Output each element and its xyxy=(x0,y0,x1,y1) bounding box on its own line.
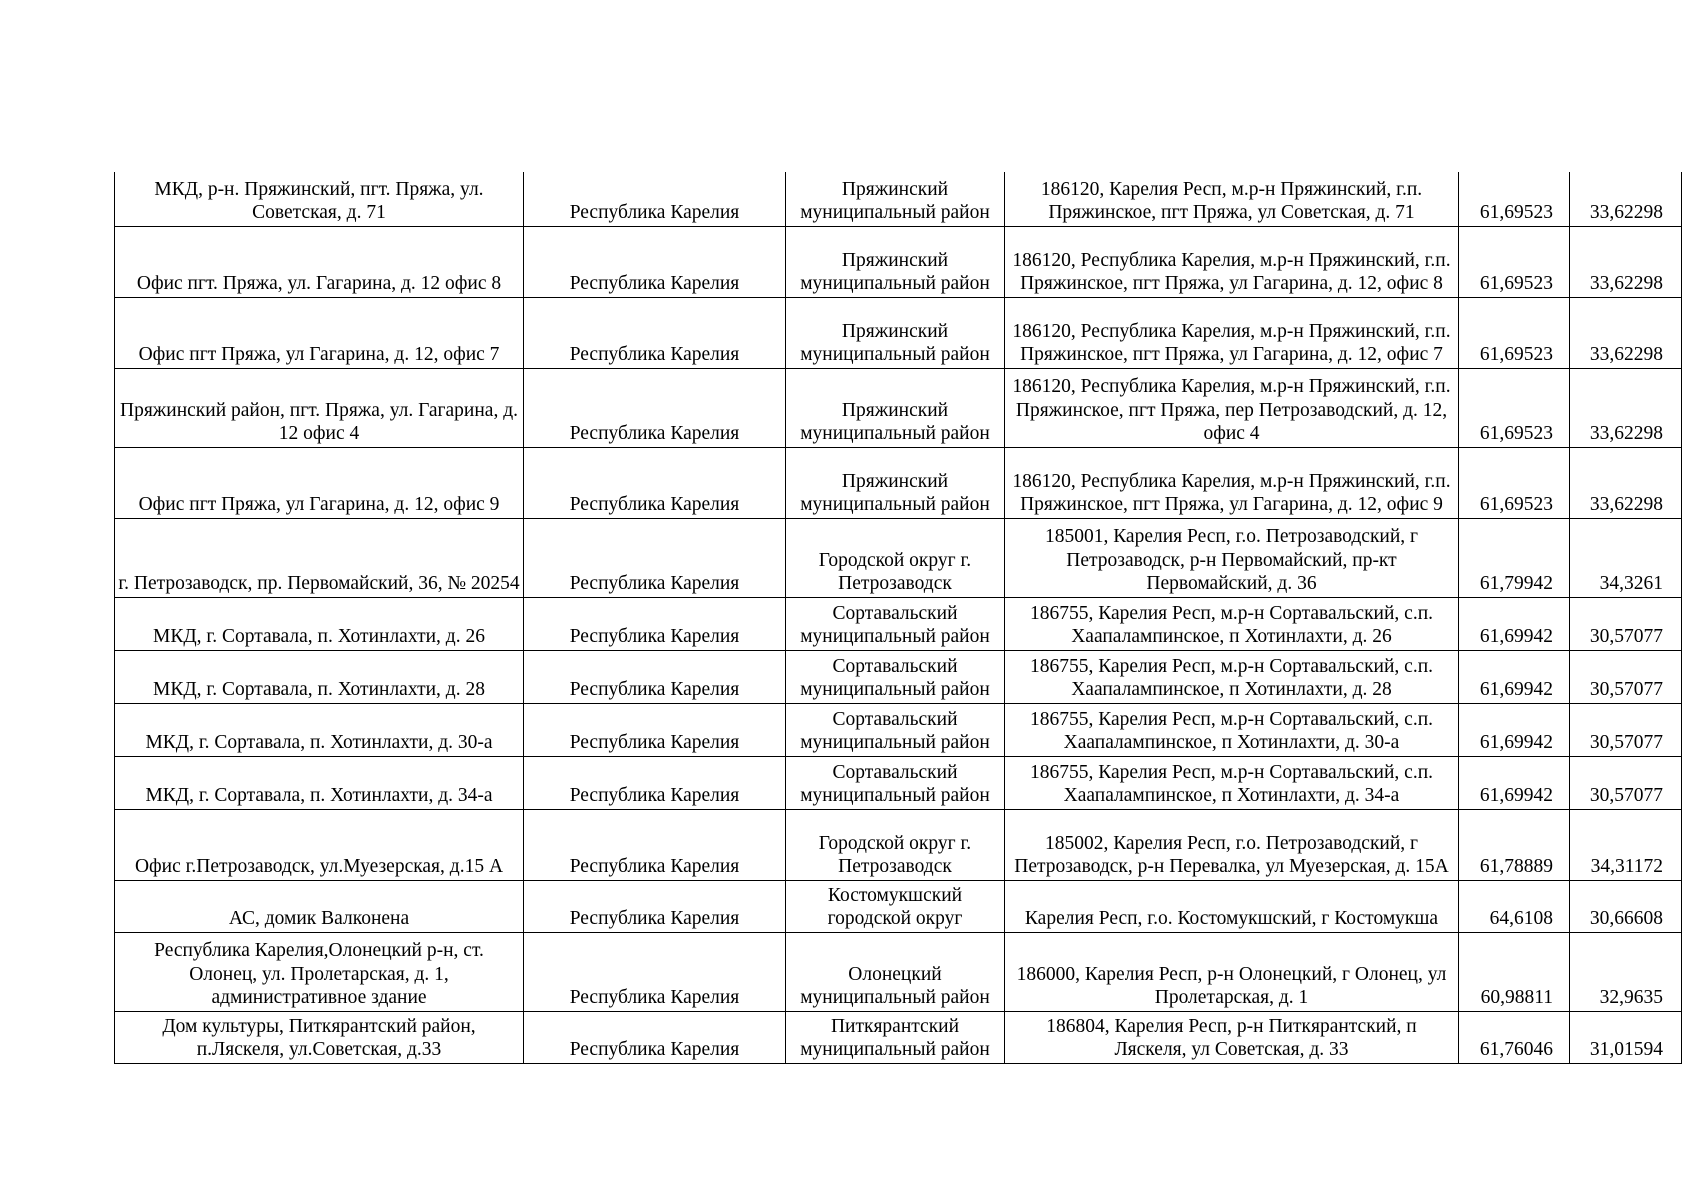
municipality-cell: Пряжинский муниципальный район xyxy=(786,297,1005,368)
longitude-cell: 30,57077 xyxy=(1570,756,1682,809)
municipality-cell: Городской округ г. Петрозаводск xyxy=(786,809,1005,880)
address-cell: 186120, Карелия Респ, м.р-н Пряжинский, г.п. Пряжинское, пгт Пряжа, ул Советская, д. 71 xyxy=(1005,172,1459,226)
municipality-cell: Пряжинский муниципальный район xyxy=(786,172,1005,226)
address-cell: 185001, Карелия Респ, г.о. Петрозаводский, г Петрозаводск, р-н Первомайский, пр-кт Первомайский, д. 36 xyxy=(1005,518,1459,597)
region-cell: Республика Карелия xyxy=(524,518,786,597)
latitude-cell: 61,69942 xyxy=(1459,650,1570,703)
table-row xyxy=(115,1011,1682,1063)
latitude-cell: 61,69942 xyxy=(1459,703,1570,756)
longitude-cell: 34,3261 xyxy=(1570,518,1682,597)
address-cell: 186120, Республика Карелия, м.р-н Пряжинский, г.п. Пряжинское, пгт Пряжа, ул Гагарина, д. 12, офис 8 xyxy=(1005,226,1459,297)
latitude-cell: 61,76046 xyxy=(1459,1011,1570,1063)
region-cell: Республика Карелия xyxy=(524,809,786,880)
table-row xyxy=(115,650,1682,703)
longitude-cell: 33,62298 xyxy=(1570,447,1682,518)
table-row xyxy=(115,809,1682,880)
table-row xyxy=(115,932,1682,1011)
table-row xyxy=(115,297,1682,368)
table-row xyxy=(115,880,1682,932)
address-cell: 186755, Карелия Респ, м.р-н Сортавальский, с.п. Хаапалампинское, п Хотинлахти, д. 26 xyxy=(1005,597,1459,650)
table-row xyxy=(115,447,1682,518)
address-cell: 186755, Карелия Респ, м.р-н Сортавальский, с.п. Хаапалампинское, п Хотинлахти, д. 30-а xyxy=(1005,703,1459,756)
object-name-cell: г. Петрозаводск, пр. Первомайский, 36, № 20254 xyxy=(115,518,524,597)
municipality-cell: Пряжинский муниципальный район xyxy=(786,447,1005,518)
object-name-cell: Республика Карелия,Олонецкий р-н, ст. Олонец, ул. Пролетарская, д. 1, административное здание xyxy=(115,932,524,1011)
address-cell: 186804, Карелия Респ, р-н Питкярантский, п Ляскеля, ул Советская, д. 33 xyxy=(1005,1011,1459,1063)
longitude-cell: 30,57077 xyxy=(1570,703,1682,756)
longitude-cell: 30,66608 xyxy=(1570,880,1682,932)
object-name-cell: Офис пгт. Пряжа, ул. Гагарина, д. 12 офис 8 xyxy=(115,226,524,297)
longitude-cell: 33,62298 xyxy=(1570,368,1682,447)
municipality-cell: Сортавальский муниципальный район xyxy=(786,650,1005,703)
address-cell: 186755, Карелия Респ, м.р-н Сортавальский, с.п. Хаапалампинское, п Хотинлахти, д. 28 xyxy=(1005,650,1459,703)
table-row xyxy=(115,703,1682,756)
latitude-cell: 61,78889 xyxy=(1459,809,1570,880)
municipality-cell: Пряжинский муниципальный район xyxy=(786,226,1005,297)
longitude-cell: 33,62298 xyxy=(1570,172,1682,226)
address-cell: 186120, Республика Карелия, м.р-н Пряжинский, г.п. Пряжинское, пгт Пряжа, ул Гагарина, д. 12, офис 7 xyxy=(1005,297,1459,368)
object-name-cell: Офис пгт Пряжа, ул Гагарина, д. 12, офис 7 xyxy=(115,297,524,368)
table-row xyxy=(115,368,1682,447)
object-name-cell: МКД, р-н. Пряжинский, пгт. Пряжа, ул. Советская, д. 71 xyxy=(115,172,524,226)
municipality-cell: Сортавальский муниципальный район xyxy=(786,597,1005,650)
address-cell: 186000, Карелия Респ, р-н Олонецкий, г Олонец, ул Пролетарская, д. 1 xyxy=(1005,932,1459,1011)
object-name-cell: Дом культуры, Питкярантский район, п.Ляскеля, ул.Советская, д.33 xyxy=(115,1011,524,1063)
address-cell: 186120, Республика Карелия, м.р-н Пряжинский, г.п. Пряжинское, пгт Пряжа, ул Гагарина, д. 12, офис 9 xyxy=(1005,447,1459,518)
latitude-cell: 61,69523 xyxy=(1459,226,1570,297)
region-cell: Республика Карелия xyxy=(524,172,786,226)
object-name-cell: МКД, г. Сортавала, п. Хотинлахти, д. 30-а xyxy=(115,703,524,756)
region-cell: Республика Карелия xyxy=(524,368,786,447)
object-name-cell: МКД, г. Сортавала, п. Хотинлахти, д. 28 xyxy=(115,650,524,703)
address-cell: Карелия Респ, г.о. Костомукшский, г Костомукша xyxy=(1005,880,1459,932)
table-body xyxy=(115,172,1682,1063)
region-cell: Республика Карелия xyxy=(524,756,786,809)
latitude-cell: 61,69523 xyxy=(1459,447,1570,518)
latitude-cell: 61,69523 xyxy=(1459,368,1570,447)
object-name-cell: МКД, г. Сортавала, п. Хотинлахти, д. 34-а xyxy=(115,756,524,809)
region-cell: Республика Карелия xyxy=(524,226,786,297)
municipality-cell: Сортавальский муниципальный район xyxy=(786,756,1005,809)
latitude-cell: 61,69523 xyxy=(1459,172,1570,226)
municipality-cell: Костомукшский городской округ xyxy=(786,880,1005,932)
object-name-cell: Пряжинский район, пгт. Пряжа, ул. Гагарина, д. 12 офис 4 xyxy=(115,368,524,447)
object-name-cell: Офис пгт Пряжа, ул Гагарина, д. 12, офис 9 xyxy=(115,447,524,518)
region-cell: Республика Карелия xyxy=(524,447,786,518)
municipality-cell: Питкярантский муниципальный район xyxy=(786,1011,1005,1063)
municipality-cell: Пряжинский муниципальный район xyxy=(786,368,1005,447)
municipality-cell: Сортавальский муниципальный район xyxy=(786,703,1005,756)
region-cell: Республика Карелия xyxy=(524,650,786,703)
region-cell: Республика Карелия xyxy=(524,932,786,1011)
municipality-cell: Городской округ г. Петрозаводск xyxy=(786,518,1005,597)
longitude-cell: 33,62298 xyxy=(1570,297,1682,368)
locations-table xyxy=(114,172,1682,1064)
longitude-cell: 34,31172 xyxy=(1570,809,1682,880)
latitude-cell: 61,69523 xyxy=(1459,297,1570,368)
longitude-cell: 31,01594 xyxy=(1570,1011,1682,1063)
region-cell: Республика Карелия xyxy=(524,1011,786,1063)
object-name-cell: Офис г.Петрозаводск, ул.Муезерская, д.15 А xyxy=(115,809,524,880)
address-cell: 185002, Карелия Респ, г.о. Петрозаводский, г Петрозаводск, р-н Перевалка, ул Муезерская, д. 15А xyxy=(1005,809,1459,880)
object-name-cell: АС, домик Валконена xyxy=(115,880,524,932)
latitude-cell: 61,69942 xyxy=(1459,756,1570,809)
latitude-cell: 61,79942 xyxy=(1459,518,1570,597)
address-cell: 186120, Республика Карелия, м.р-н Пряжинский, г.п. Пряжинское, пгт Пряжа, пер Петрозаводский, д. 12, офис 4 xyxy=(1005,368,1459,447)
region-cell: Республика Карелия xyxy=(524,703,786,756)
latitude-cell: 60,98811 xyxy=(1459,932,1570,1011)
region-cell: Республика Карелия xyxy=(524,297,786,368)
table-row xyxy=(115,597,1682,650)
address-cell: 186755, Карелия Респ, м.р-н Сортавальский, с.п. Хаапалампинское, п Хотинлахти, д. 34-а xyxy=(1005,756,1459,809)
table-row xyxy=(115,518,1682,597)
table-row xyxy=(115,226,1682,297)
longitude-cell: 32,9635 xyxy=(1570,932,1682,1011)
table-row xyxy=(115,172,1682,226)
municipality-cell: Олонецкий муниципальный район xyxy=(786,932,1005,1011)
longitude-cell: 30,57077 xyxy=(1570,650,1682,703)
region-cell: Республика Карелия xyxy=(524,597,786,650)
longitude-cell: 33,62298 xyxy=(1570,226,1682,297)
longitude-cell: 30,57077 xyxy=(1570,597,1682,650)
latitude-cell: 61,69942 xyxy=(1459,597,1570,650)
latitude-cell: 64,6108 xyxy=(1459,880,1570,932)
region-cell: Республика Карелия xyxy=(524,880,786,932)
object-name-cell: МКД, г. Сортавала, п. Хотинлахти, д. 26 xyxy=(115,597,524,650)
table-row xyxy=(115,756,1682,809)
